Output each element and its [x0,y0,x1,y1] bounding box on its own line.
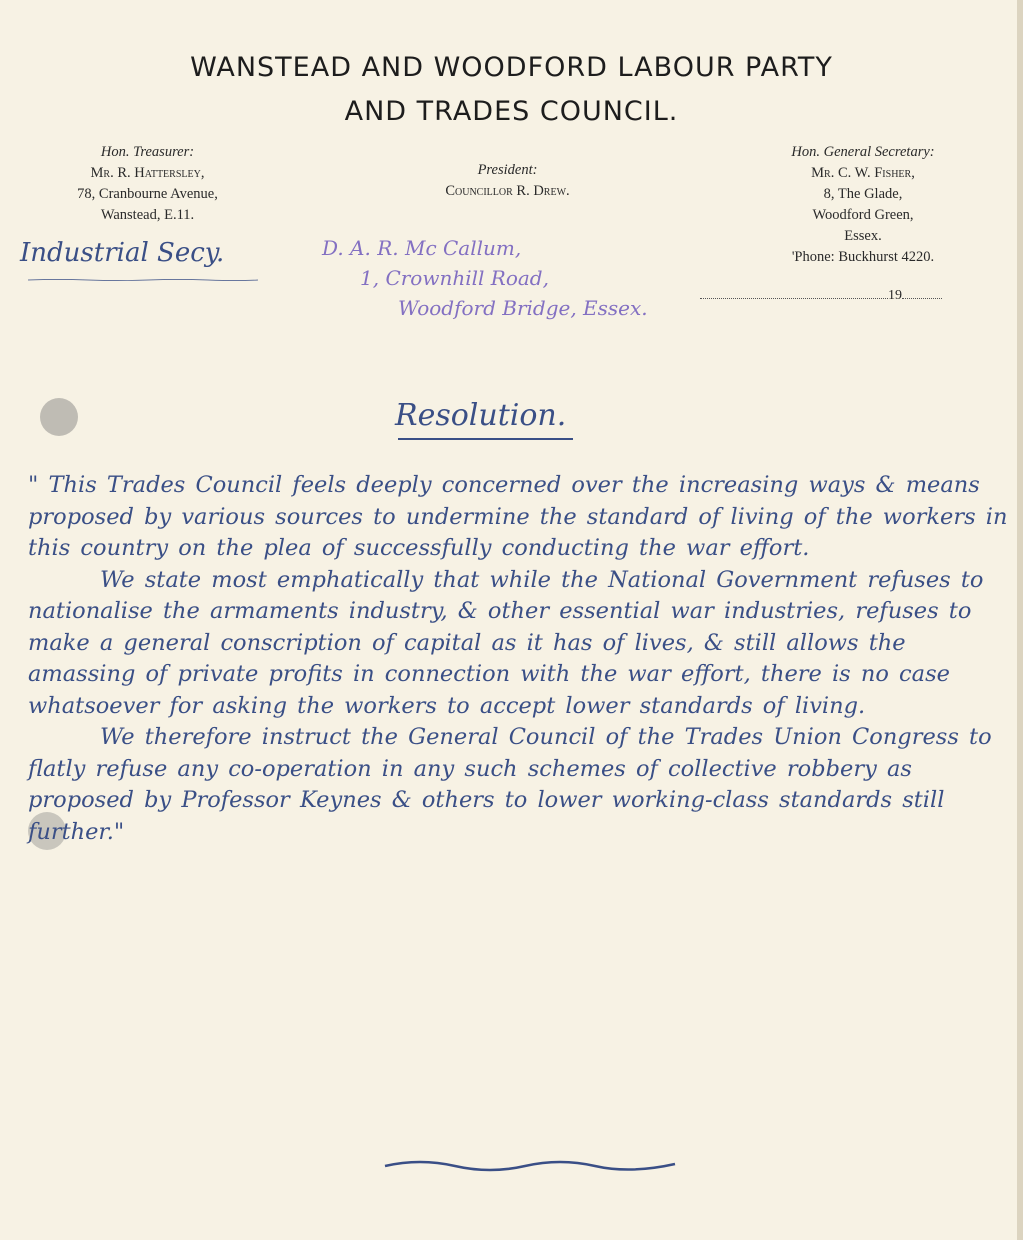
secretary-address-2: Woodford Green, [812,207,914,223]
secretary-name: Mr. C. W. Fisher, [811,165,915,181]
stamp-line-3: Woodford Bridge, Essex. [398,296,648,320]
secretary-phone: 'Phone: Buckhurst 4220. [791,249,935,265]
treasurer-name: Mr. R. Hattersley, [90,165,205,181]
treasurer-address-2: Wanstead, E.11. [100,207,195,223]
paper-edge [1017,0,1023,1240]
treasurer-block [40,142,255,226]
hole-punch-top [40,398,78,436]
resolution-paragraph-3: We therefore instruct the General Council of the Trades Union Congress to flatly refuse any co-operation in any such schemes of collective robbery as proposed by Professor Keynes & others to lower working-class standards still further." [28,724,992,845]
secretary-address-1: 8, The Glade, [823,186,903,202]
resolution-paragraph-1: " This Trades Council feels deeply concerned over the increasing ways & means proposed by various sources to undermine the standard of living of the workers in this country on the plea of successfully conducting the war effort. [28,472,1008,561]
treasurer-role: Hon. Treasurer: [100,144,195,160]
date-line [700,288,942,304]
treasurer-address-1: 78, Cranbourne Avenue, [77,186,218,202]
president-name: Councillor R. Drew. [445,183,570,199]
letterhead-subtitle: AND TRADES COUNCIL. [344,96,679,127]
letterhead-title: WANSTEAD AND WOODFORD LABOUR PARTY [190,52,833,83]
handwritten-note: Industrial Secy. [20,238,225,268]
date-dots [700,298,888,299]
note-underline [28,279,258,281]
secretary-address-3: Essex. [844,228,882,244]
stamp-line-1: D. A. R. Mc Callum, [322,236,522,260]
stamp-line-2: 1, Crownhill Road, [360,266,549,290]
date-dots-end [902,298,942,299]
resolution-body [28,470,1013,848]
secretary-block [748,142,978,268]
president-role: President: [477,162,538,178]
closing-flourish [380,1150,680,1180]
president-block [400,160,615,202]
resolution-paragraph-2: We state most emphatically that while the National Government refuses to nationalise the armaments industry, & other essential war industries, refuses to make a general conscription of capital as it has of lives, & still allows the amassing of private profits in connection with the war effort, there is no case whatsoever for asking the workers to accept lower standards of living. [28,566,984,719]
resolution-title-underline [398,438,573,440]
secretary-role: Hon. General Secretary: [791,144,935,160]
date-year-prefix: 19 [888,288,902,303]
resolution-title: Resolution. [395,398,567,433]
